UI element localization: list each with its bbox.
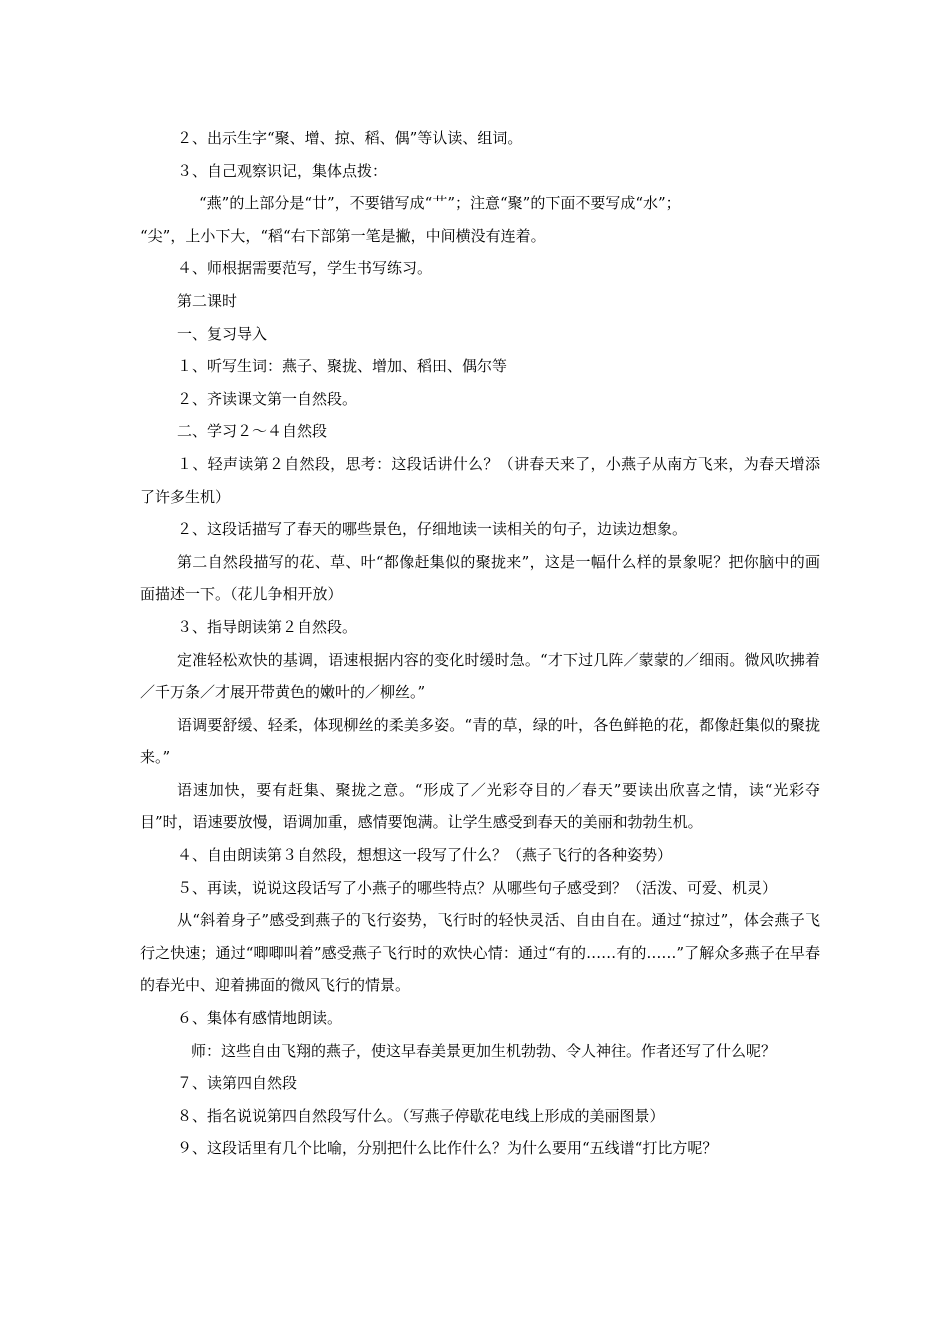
paragraph: ３、自己观察识记，集体点拨： [177,161,388,180]
paragraph: ９、这段话里有几个比喻，分别把什么比作什么？为什么要用“五线谱“打比方呢？ [177,1139,718,1158]
paragraph: “尖”，上小下大，“稻“右下部第一笔是撇，中间横没有连着。 [140,226,546,245]
paragraph: 定准轻松欢快的基调，语速根据内容的变化时缓时急。“才下过几阵／蒙蒙的／细雨。微风吹拂着／千万条／才展开带黄色的嫩叶的／柳丝。” [140,650,820,702]
paragraph: ２、齐读课文第一自然段。 [177,389,358,408]
paragraph: 师：这些自由飞翔的燕子，使这早春美景更加生机勃勃、令人神往。作者还写了什么呢？ [191,1041,777,1060]
paragraph: ３、指导朗读第２自然段。 [177,617,358,636]
paragraph: ５、再读，说说这段话写了小燕子的哪些特点？从哪些句子感受到？（活泼、可爱、机灵） [177,878,778,897]
paragraph: ４、师根据需要范写，学生书写练习。 [177,259,433,278]
paragraph: 第二课时 [177,291,238,310]
paragraph: 一、复习导入 [177,324,268,343]
document-body [140,122,820,1165]
paragraph: １、听写生词：燕子、聚拢、增加、稻田、偶尔等 [177,357,508,376]
paragraph: ７、读第四自然段 [177,1074,298,1093]
paragraph: ８、指名说说第四自然段写什么。（写燕子停歇花电线上形成的美丽图景） [177,1106,665,1125]
paragraph: ２、这段话描写了春天的哪些景色，仔细地读一读相关的句子，边读边想象。 [177,520,688,539]
paragraph: １、轻声读第２自然段，思考：这段话讲什么？（讲春天来了，小燕子从南方飞来，为春天增添了许多生机） [140,454,820,506]
paragraph: ６、集体有感情地朗读。 [177,1009,343,1028]
paragraph: 语速加快，要有赶集、聚拢之意。“形成了／光彩夺目的／春天”要读出欣喜之情，读“光彩夺目”时，语速要放慢，语调加重，感情要饱满。让学生感受到春天的美丽和勃勃生机。 [140,780,820,832]
paragraph: ２、出示生字“聚、增、掠、稻、偶”等认读、组词。 [177,129,523,147]
paragraph: “燕”的上部分是“廿”，不要错写成“艹”；注意“聚”的下面不要写成“水”； [199,194,681,213]
paragraph: 从“斜着身子”感受到燕子的飞行姿势，飞行时的轻快灵活、自由自在。通过“掠过”，体会燕子飞行之快速；通过“唧唧叫着”感受燕子飞行时的欢快心情：通过“有的……有的……”了解众多燕子在早春的春光中、迎着拂面的微风飞行的情景。 [140,911,820,995]
paragraph: 二、学习２～４自然段 [177,422,328,441]
paragraph: ４、自由朗读第３自然段，想想这一段写了什么？（燕子飞行的各种姿势） [177,846,673,865]
paragraph: 第二自然段描写的花、草、叶“都像赶集似的聚拢来”，这是一幅什么样的景象呢？把你脑中的画面描述一下。（花儿争相开放） [140,552,820,604]
paragraph: 语调要舒缓、轻柔，体现柳丝的柔美多姿。“青的草，绿的叶，各色鲜艳的花，都像赶集似的聚拢来。” [140,715,820,767]
